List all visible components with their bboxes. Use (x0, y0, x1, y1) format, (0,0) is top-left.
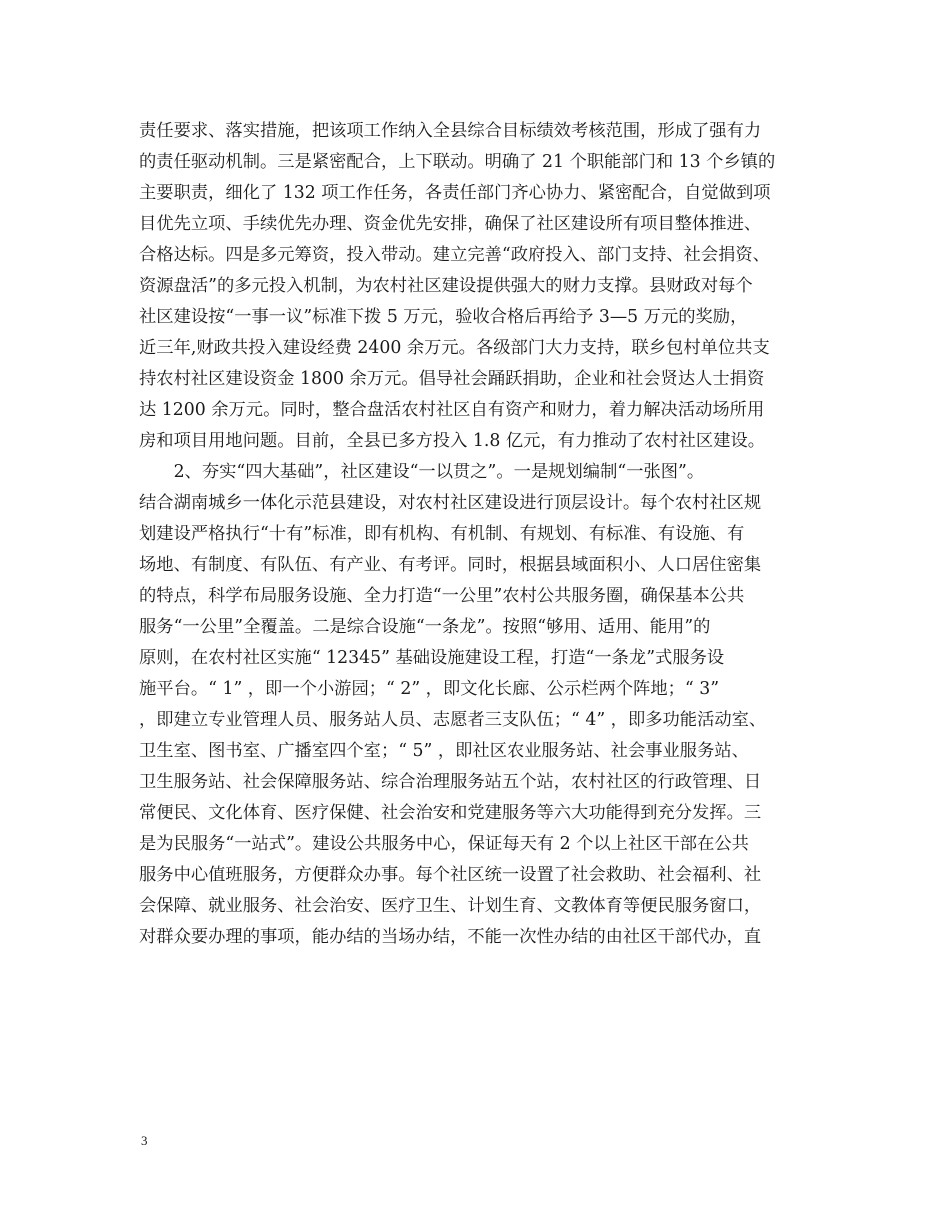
text-line: ，即建立专业管理人员、服务站人员、志愿者三支队伍；“ 4” ，即多功能活动室、 (139, 710, 767, 730)
text-line: 持农村社区建设资金 1800 余万元。倡导社会踊跃捐助，企业和社会贤达人士捐资 (139, 369, 765, 389)
page-number: 3 (141, 1133, 148, 1148)
text-line: 服务“一公里”全覆盖。二是综合设施“一条龙”。按照“够用、适用、能用”的 (139, 617, 711, 637)
text-line: 近三年,财政共投入建设经费 2400 余万元。各级部门大力支持，联乡包村单位共支 (139, 338, 770, 358)
text-line: 房和项目用地问题。目前，全县已多方投入 1.8 亿元，有力推动了农村社区建设。 (139, 431, 766, 451)
text-line: 划建设严格执行“十有”标准，即有机构、有机制、有规划、有标准、有设施、有 (139, 524, 745, 544)
text-line: 达 1200 余万元。同时，整合盘活农村社区自有资产和财力，着力解决活动场所用 (139, 400, 765, 420)
text-line: 会保障、就业服务、社会治安、医疗卫生、计划生育、文教体育等便民服务窗口， (139, 896, 762, 916)
text-line: 责任要求、落实措施，把该项工作纳入全县综合目标绩效考核范围，形成了强有力 (139, 121, 762, 141)
text-line: 的责任驱动机制。三是紧密配合，上下联动。明确了 21 个职能部门和 13 个乡镇的 (139, 152, 776, 172)
text-line: 2、夯实“四大基础”，社区建设“一以贯之”。一是规划编制“一张图”。 (139, 462, 705, 482)
body-text (139, 116, 829, 953)
text-line: 目优先立项、手续优先办理、资金优先安排，确保了社区建设所有项目整体推进、 (139, 214, 762, 234)
text-line: 场地、有制度、有队伍、有产业、有考评。同时，根据县域面积小、人口居住密集 (139, 555, 762, 575)
text-line: 的特点，科学布局服务设施、全力打造“一公里”农村公共服务圈，确保基本公共 (139, 586, 745, 606)
text-line: 主要职责，细化了 132 项工作任务，各责任部门齐心协力、紧密配合，自觉做到项 (139, 183, 771, 203)
text-line: 服务中心值班服务，方便群众办事。每个社区统一设置了社会救助、社会福利、社 (139, 865, 762, 885)
text-line: 是为民服务“一站式”。建设公共服务中心，保证每天有 2 个以上社区干部在公共 (139, 834, 749, 854)
text-line: 施平台。“ 1” ，即一个小游园；“ 2” ，即文化长廊、公示栏两个阵地；“ 3” (139, 679, 720, 699)
text-line: 常便民、文化体育、医疗保健、社会治安和党建服务等六大功能得到充分发挥。三 (139, 803, 762, 823)
text-line: 卫生服务站、社会保障服务站、综合治理服务站五个站，农村社区的行政管理、日 (139, 772, 762, 792)
text-line: 社区建设按“一事一议”标准下拨 5 万元，验收合格后再给予 3—5 万元的奖励， (139, 307, 748, 327)
text-line: 合格达标。四是多元筹资，投入带动。建立完善“政府投入、部门支持、社会捐资、 (139, 245, 770, 265)
text-line: 资源盘活”的多元投入机制，为农村社区建设提供强大的财力支撑。县财政对每个 (139, 276, 753, 296)
text-line: 原则，在农村社区实施“ 12345” 基础设施建设工程，打造“一条龙”式服务设 (139, 648, 725, 668)
text-line: 对群众要办理的事项，能办结的当场办结，不能一次性办结的由社区干部代办，直 (139, 927, 762, 947)
text-line: 结合湖南城乡一体化示范县建设，对农村社区建设进行顶层设计。每个农村社区规 (139, 493, 762, 513)
text-line: 卫生室、图书室、广播室四个室；“ 5” ，即社区农业服务站、社会事业服务站、 (139, 741, 749, 761)
